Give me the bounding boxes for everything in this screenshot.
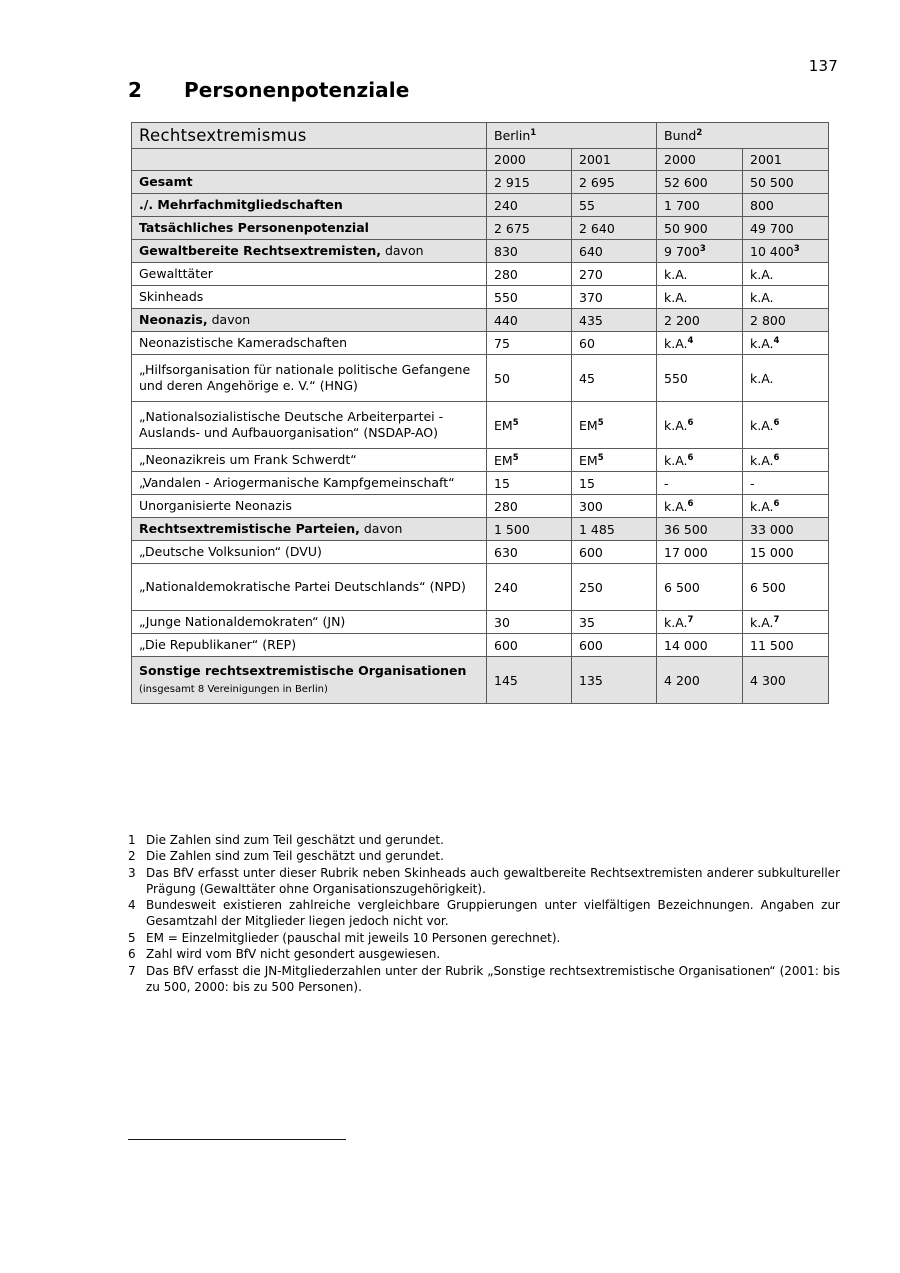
- table-row: [132, 402, 829, 449]
- cell-value: [572, 564, 657, 611]
- row-label: [132, 217, 487, 240]
- cell-value: [657, 472, 743, 495]
- table-row: [132, 657, 829, 704]
- row-label-text: „Nationalsozialistische Deutsche Arbeiterpartei - Auslands- und Aufbauorganisation“ (NSDAP-AO): [139, 409, 444, 440]
- row-label: [132, 332, 487, 355]
- table-header-row-years: [132, 149, 829, 171]
- footnote-text: EM = Einzelmitglieder (pauschal mit jeweils 10 Personen gerechnet).: [146, 930, 561, 945]
- cell-footnote-marker: 6: [687, 498, 694, 509]
- cell-footnote-marker: 6: [773, 452, 780, 463]
- cell-value-text: 15 000: [750, 544, 794, 560]
- row-label-text: Sonstige rechtsextremistische Organisationen: [139, 663, 467, 679]
- cell-value-text: EM: [579, 452, 598, 468]
- cell-value: [657, 402, 743, 449]
- cell-footnote-marker: 6: [687, 452, 694, 463]
- row-label: [132, 564, 487, 611]
- cell-value-text: -: [750, 475, 755, 491]
- cell-value: [743, 657, 829, 704]
- group-header-berlin: [487, 123, 657, 149]
- cell-value-text: k.A.: [664, 335, 688, 351]
- cell-value-text: 370: [579, 289, 603, 305]
- cell-footnote-marker: 7: [687, 614, 694, 625]
- footnote-number: 5: [128, 930, 136, 945]
- row-label-text: Rechtsextremistische Parteien,: [139, 521, 360, 536]
- table-row: [132, 263, 829, 286]
- row-label-suffix: davon: [207, 312, 251, 327]
- section-number: 2: [128, 78, 143, 102]
- cell-footnote-marker: 5: [512, 417, 519, 428]
- footnote-text: Das BfV erfasst die JN-Mitgliederzahlen unter der Rubrik „Sonstige rechtsextremistische Organisationen“ (2001: bis zu 500, 2000: bis zu 500 Personen).: [146, 963, 840, 994]
- cell-value-text: 75: [494, 335, 510, 351]
- cell-value-text: k.A.: [750, 335, 774, 351]
- cell-value: [657, 263, 743, 286]
- footnote-item: [128, 931, 840, 947]
- table-row: [132, 495, 829, 518]
- cell-value-text: 1 500: [494, 521, 530, 537]
- cell-value-text: 550: [494, 289, 518, 305]
- cell-value-text: 435: [579, 312, 603, 328]
- year-header-bund-2001: 2001: [743, 149, 829, 171]
- footnote-text: Bundesweit existieren zahlreiche vergleichbare Gruppierungen unter vielfältigen Bezeichnungen. Angaben zur Gesamtzahl der Mitglieder liegen jedoch nicht vor.: [146, 898, 840, 929]
- row-label: [132, 657, 487, 704]
- row-label-text: Skinheads: [139, 289, 204, 304]
- cell-value: [572, 472, 657, 495]
- row-label-text: Gewalttäter: [139, 266, 213, 281]
- cell-value: [487, 518, 572, 541]
- cell-value: [487, 611, 572, 634]
- cell-value: [657, 171, 743, 194]
- row-label: [132, 309, 487, 332]
- cell-footnote-marker: 3: [793, 243, 800, 254]
- cell-value: [572, 495, 657, 518]
- cell-value: [743, 634, 829, 657]
- cell-value: [487, 240, 572, 263]
- row-label-text: Neonazistische Kameradschaften: [139, 335, 348, 350]
- cell-value: [743, 611, 829, 634]
- row-label: [132, 171, 487, 194]
- row-label: [132, 541, 487, 564]
- table-title: Rechtsextremismus: [132, 123, 487, 149]
- row-label-text: „Hilfsorganisation für nationale politische Gefangene und deren Angehörige e. V.“ (HNG): [139, 362, 471, 393]
- cell-value: [487, 355, 572, 402]
- table-row: [132, 449, 829, 472]
- row-label-text: „Nationaldemokratische Partei Deutschlands“ (NPD): [139, 579, 466, 594]
- footnotes-list: [128, 833, 840, 996]
- cell-value-text: 2 675: [494, 220, 530, 236]
- table-row: [132, 355, 829, 402]
- footnote-number: 7: [128, 963, 136, 978]
- cell-value: [572, 217, 657, 240]
- cell-value: [572, 657, 657, 704]
- cell-value-text: 50: [494, 370, 510, 386]
- cell-value: [572, 541, 657, 564]
- cell-footnote-marker: 6: [687, 417, 694, 428]
- cell-value: [572, 402, 657, 449]
- cell-value: [487, 634, 572, 657]
- cell-value-text: 36 500: [664, 521, 708, 537]
- cell-value-text: 2 200: [664, 312, 700, 328]
- cell-value: [657, 541, 743, 564]
- cell-value: [487, 263, 572, 286]
- cell-value: [487, 472, 572, 495]
- cell-value: [572, 309, 657, 332]
- cell-value: [572, 611, 657, 634]
- cell-value: [743, 402, 829, 449]
- cell-value: [657, 355, 743, 402]
- cell-value-text: 640: [579, 243, 603, 259]
- row-label: [132, 495, 487, 518]
- cell-value-text: -: [664, 475, 669, 491]
- cell-value: [487, 402, 572, 449]
- row-label-text: Neonazis,: [139, 312, 208, 327]
- table-row: [132, 518, 829, 541]
- table-row: [132, 564, 829, 611]
- cell-value-text: 2 640: [579, 220, 615, 236]
- cell-footnote-marker: 4: [773, 335, 780, 346]
- cell-value: [487, 657, 572, 704]
- cell-footnote-marker: 6: [773, 498, 780, 509]
- cell-value: [743, 355, 829, 402]
- row-label-suffix: davon: [359, 521, 403, 536]
- row-label-text: Unorganisierte Neonazis: [139, 498, 292, 513]
- cell-value: [487, 332, 572, 355]
- personenpotenziale-table: [131, 122, 829, 704]
- cell-value: [487, 217, 572, 240]
- cell-value: [572, 286, 657, 309]
- cell-value: [743, 449, 829, 472]
- cell-value: [657, 286, 743, 309]
- footnote-item: [128, 947, 840, 963]
- cell-value-text: 550: [664, 370, 688, 386]
- row-label-text: Gesamt: [139, 174, 193, 189]
- row-label: [132, 611, 487, 634]
- footnote-item: [128, 898, 840, 930]
- cell-value-text: 2 800: [750, 312, 786, 328]
- row-label: [132, 263, 487, 286]
- cell-value: [487, 564, 572, 611]
- row-label: [132, 355, 487, 402]
- cell-value-text: 280: [494, 266, 518, 282]
- cell-value: [487, 495, 572, 518]
- table-row: [132, 240, 829, 263]
- cell-value: [657, 634, 743, 657]
- cell-value: [743, 286, 829, 309]
- row-label-suffix: (insgesamt 8 Vereinigungen in Berlin): [139, 684, 328, 695]
- footnote-text: Die Zahlen sind zum Teil geschätzt und gerundet.: [146, 849, 444, 864]
- cell-value-text: k.A.: [750, 289, 774, 305]
- cell-value: [487, 286, 572, 309]
- cell-footnote-marker: 4: [687, 335, 694, 346]
- year-header-spacer: [132, 149, 487, 171]
- cell-footnote-marker: 7: [773, 614, 780, 625]
- cell-value: [657, 309, 743, 332]
- cell-value: [572, 449, 657, 472]
- cell-value-text: 17 000: [664, 544, 708, 560]
- cell-value-text: k.A.: [664, 614, 688, 630]
- row-label-text: „Junge Nationaldemokraten“ (JN): [139, 614, 346, 629]
- cell-value: [572, 171, 657, 194]
- cell-value-text: 45: [579, 370, 595, 386]
- row-label-text: „Vandalen - Ariogermanische Kampfgemeinschaft“: [139, 475, 455, 490]
- cell-value-text: 14 000: [664, 637, 708, 653]
- cell-value-text: 4 300: [750, 672, 786, 688]
- cell-value-text: 10 400: [750, 243, 794, 259]
- table-header: [132, 123, 829, 171]
- row-label-text: ./. Mehrfachmitgliedschaften: [139, 197, 343, 212]
- cell-value-text: 600: [579, 544, 603, 560]
- row-label-text: „Deutsche Volksunion“ (DVU): [139, 544, 322, 559]
- cell-value: [657, 611, 743, 634]
- cell-value-text: 35: [579, 614, 595, 630]
- table-body: [132, 171, 829, 704]
- cell-value-text: k.A.: [664, 289, 688, 305]
- cell-value-text: k.A.: [664, 498, 688, 514]
- footnote-item: [128, 833, 840, 849]
- cell-value: [487, 541, 572, 564]
- cell-value-text: 1 485: [579, 521, 615, 537]
- footnote-number: 3: [128, 865, 136, 880]
- footnote-number: 4: [128, 898, 136, 913]
- cell-value: [743, 495, 829, 518]
- cell-value-text: 145: [494, 672, 518, 688]
- cell-footnote-marker: 5: [597, 417, 604, 428]
- cell-value-text: 600: [579, 637, 603, 653]
- cell-value-text: 6 500: [664, 579, 700, 595]
- cell-value-text: 2 915: [494, 174, 530, 190]
- cell-value-text: 630: [494, 544, 518, 560]
- table-row: [132, 332, 829, 355]
- cell-value: [657, 657, 743, 704]
- cell-value-text: k.A.: [664, 452, 688, 468]
- footnote-number: 1: [128, 833, 136, 847]
- cell-value-text: k.A.: [750, 370, 774, 386]
- cell-value-text: 30: [494, 614, 510, 630]
- cell-value-text: 50 900: [664, 220, 708, 236]
- table-row: [132, 611, 829, 634]
- cell-value: [743, 309, 829, 332]
- cell-value: [743, 194, 829, 217]
- cell-value-text: k.A.: [750, 452, 774, 468]
- cell-value: [487, 194, 572, 217]
- cell-footnote-marker: 3: [699, 243, 706, 254]
- cell-value: [743, 263, 829, 286]
- cell-value-text: 280: [494, 498, 518, 514]
- cell-value: [657, 564, 743, 611]
- row-label-text: Gewaltbereite Rechtsextremisten,: [139, 243, 381, 258]
- cell-value-text: 60: [579, 335, 595, 351]
- cell-value-text: 440: [494, 312, 518, 328]
- cell-value: [572, 263, 657, 286]
- footnote-text: Die Zahlen sind zum Teil geschätzt und gerundet.: [146, 833, 444, 847]
- footnote-item: [128, 964, 840, 996]
- row-label-text: „Die Republikaner“ (REP): [139, 637, 297, 652]
- cell-value-text: k.A.: [750, 266, 774, 282]
- cell-value-text: 33 000: [750, 521, 794, 537]
- cell-value: [487, 171, 572, 194]
- row-label: [132, 240, 487, 263]
- cell-value-text: 52 600: [664, 174, 708, 190]
- cell-value-text: k.A.: [750, 498, 774, 514]
- group-header-berlin-label: Berlin: [494, 128, 531, 143]
- table-row: [132, 286, 829, 309]
- cell-value: [657, 240, 743, 263]
- row-label: [132, 449, 487, 472]
- cell-value-text: 55: [579, 197, 595, 213]
- table-row: [132, 472, 829, 495]
- cell-value-text: k.A.: [750, 417, 774, 433]
- cell-value: [657, 495, 743, 518]
- group-header-bund: [657, 123, 829, 149]
- cell-value: [487, 449, 572, 472]
- cell-value-text: 300: [579, 498, 603, 514]
- cell-value: [743, 518, 829, 541]
- table-row: [132, 634, 829, 657]
- footnote-item: [128, 849, 840, 865]
- cell-value: [572, 194, 657, 217]
- cell-value-text: k.A.: [664, 266, 688, 282]
- page-number: 137: [808, 57, 838, 75]
- cell-value-text: 15: [579, 475, 595, 491]
- cell-value: [572, 518, 657, 541]
- group-header-berlin-footnote: 1: [530, 127, 537, 138]
- table-row: [132, 194, 829, 217]
- cell-value-text: 6 500: [750, 579, 786, 595]
- table-row: [132, 217, 829, 240]
- cell-footnote-marker: 6: [773, 417, 780, 428]
- row-label: [132, 634, 487, 657]
- page-title: [128, 78, 409, 102]
- row-label-suffix: davon: [380, 243, 424, 258]
- cell-value-text: 240: [494, 579, 518, 595]
- year-header-berlin-2001: 2001: [572, 149, 657, 171]
- cell-value-text: 49 700: [750, 220, 794, 236]
- cell-value-text: EM: [579, 417, 598, 433]
- cell-value: [657, 217, 743, 240]
- row-label-text: Tatsächliches Personenpotenzial: [139, 220, 369, 235]
- cell-value-text: 135: [579, 672, 603, 688]
- cell-value: [657, 194, 743, 217]
- cell-value: [743, 171, 829, 194]
- cell-value: [657, 449, 743, 472]
- cell-value-text: 9 700: [664, 243, 700, 259]
- cell-value: [657, 518, 743, 541]
- cell-value: [657, 332, 743, 355]
- cell-value-text: 250: [579, 579, 603, 595]
- footnote-item: [128, 866, 840, 898]
- year-header-bund-2000: 2000: [657, 149, 743, 171]
- cell-value: [743, 332, 829, 355]
- row-label: [132, 194, 487, 217]
- cell-value-text: 800: [750, 197, 774, 213]
- cell-value-text: 15: [494, 475, 510, 491]
- cell-value-text: 4 200: [664, 672, 700, 688]
- cell-value: [743, 240, 829, 263]
- cell-value: [743, 217, 829, 240]
- row-label: [132, 472, 487, 495]
- footnote-separator-rule: [128, 1139, 346, 1140]
- cell-value-text: EM: [494, 417, 513, 433]
- table-row: [132, 541, 829, 564]
- year-header-berlin-2000: 2000: [487, 149, 572, 171]
- cell-value-text: EM: [494, 452, 513, 468]
- group-header-bund-label: Bund: [664, 128, 697, 143]
- cell-value-text: 11 500: [750, 637, 794, 653]
- cell-value: [572, 634, 657, 657]
- cell-footnote-marker: 5: [597, 452, 604, 463]
- cell-footnote-marker: 5: [512, 452, 519, 463]
- cell-value: [487, 309, 572, 332]
- group-header-bund-footnote: 2: [696, 127, 703, 138]
- cell-value-text: 50 500: [750, 174, 794, 190]
- cell-value-text: k.A.: [664, 417, 688, 433]
- cell-value-text: 240: [494, 197, 518, 213]
- cell-value: [743, 472, 829, 495]
- cell-value: [572, 240, 657, 263]
- cell-value: [743, 564, 829, 611]
- footnote-text: Zahl wird vom BfV nicht gesondert ausgewiesen.: [146, 947, 441, 962]
- row-label: [132, 518, 487, 541]
- cell-value: [572, 332, 657, 355]
- cell-value-text: 2 695: [579, 174, 615, 190]
- row-label: [132, 402, 487, 449]
- footnote-text: Das BfV erfasst unter dieser Rubrik neben Skinheads auch gewaltbereite Rechtsextremisten anderer subkultureller Prägung (Gewalttäter ohne Organisationszugehörigkeit).: [146, 865, 840, 896]
- cell-value: [743, 541, 829, 564]
- cell-value: [572, 355, 657, 402]
- table-header-row-title: [132, 123, 829, 149]
- footnote-number: 6: [128, 947, 136, 962]
- cell-value-text: 270: [579, 266, 603, 282]
- footnote-number: 2: [128, 849, 136, 864]
- cell-value-text: 1 700: [664, 197, 700, 213]
- row-label-text: „Neonazikreis um Frank Schwerdt“: [139, 452, 357, 467]
- cell-value-text: 830: [494, 243, 518, 259]
- table-row: [132, 309, 829, 332]
- cell-value-text: k.A.: [750, 614, 774, 630]
- section-title: Personenpotenziale: [184, 78, 410, 102]
- row-label: [132, 286, 487, 309]
- table-row: [132, 171, 829, 194]
- cell-value-text: 600: [494, 637, 518, 653]
